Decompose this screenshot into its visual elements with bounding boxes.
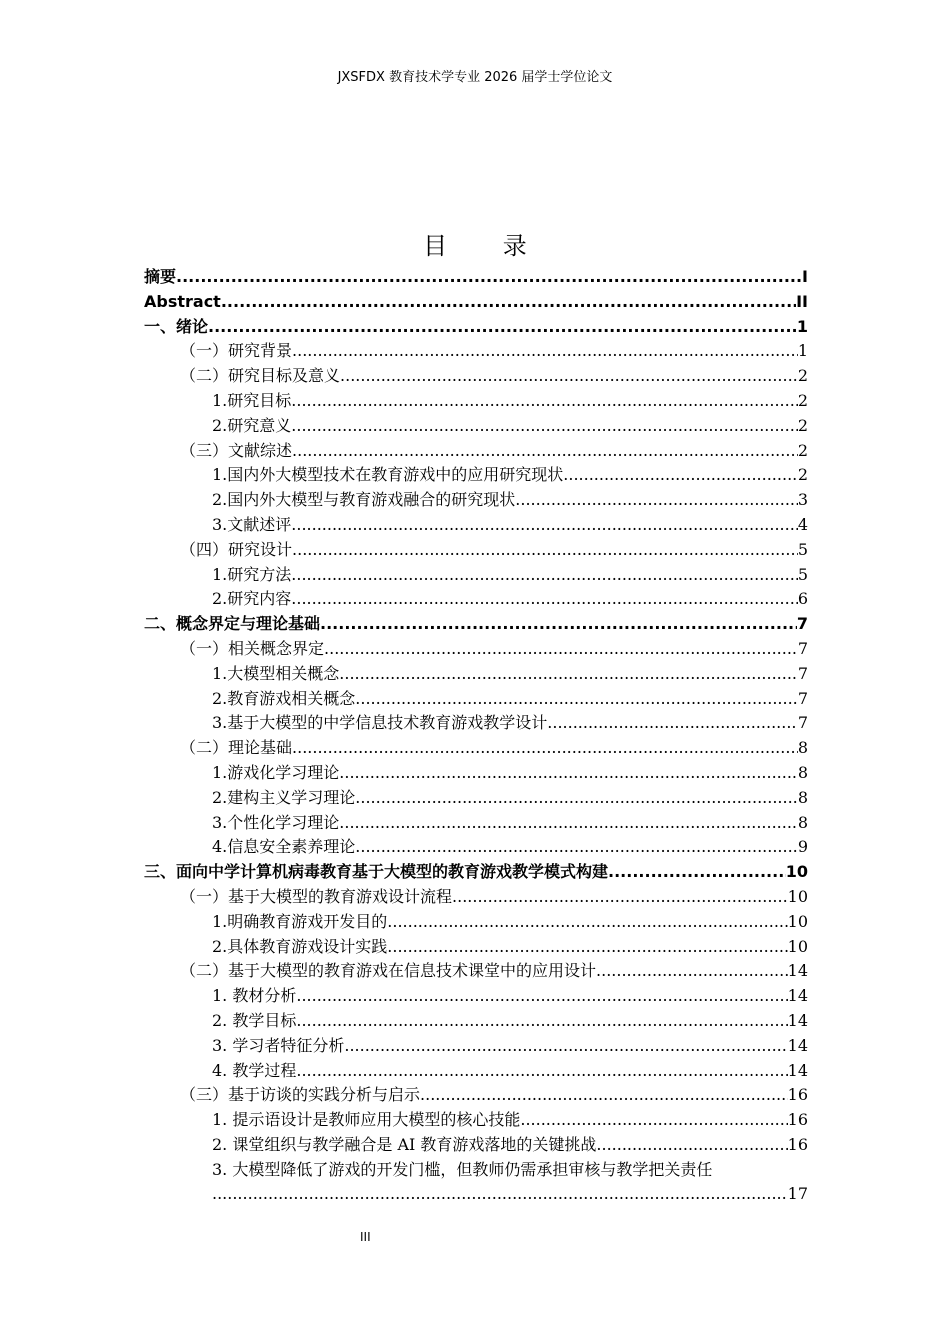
toc-entry-page: 10 bbox=[785, 862, 808, 882]
toc-leader-dots bbox=[547, 711, 798, 736]
toc-entry-title: 三、面向中学计算机病毒教育基于大模型的教育游戏教学模式构建 bbox=[144, 862, 609, 882]
toc-leader-dots bbox=[608, 860, 786, 885]
toc-entry-title: 二、概念界定与理论基础 bbox=[144, 614, 321, 634]
toc-leader-dots bbox=[596, 1133, 787, 1158]
toc-leader-dots bbox=[176, 265, 802, 290]
toc-leader-dots bbox=[208, 315, 797, 340]
toc-entry-title: 2.具体教育游戏设计实践 bbox=[212, 936, 388, 956]
toc-entry-page: 7 bbox=[797, 713, 808, 733]
toc-entry-page: 10 bbox=[787, 911, 808, 931]
toc-entry[interactable] bbox=[144, 910, 808, 935]
toc-leader-dots bbox=[291, 414, 798, 439]
toc-entry-page: 6 bbox=[797, 589, 808, 609]
toc-entry[interactable] bbox=[144, 488, 808, 513]
toc-entry-page: 14 bbox=[787, 1035, 808, 1055]
page-number: III bbox=[360, 1230, 371, 1244]
toc-leader-dots bbox=[296, 1059, 787, 1084]
toc-leader-dots bbox=[339, 662, 798, 687]
toc-entry-title: 摘要 bbox=[144, 267, 177, 286]
toc-entry-title: （二）研究目标及意义 bbox=[180, 366, 341, 386]
toc-leader-dots bbox=[355, 835, 798, 860]
toc-entry-title: 1. 教材分析 bbox=[212, 986, 297, 1006]
toc-leader-dots bbox=[291, 587, 798, 612]
toc-entry[interactable] bbox=[144, 935, 808, 960]
toc-leader-dots bbox=[355, 687, 798, 712]
toc-entry-page: 5 bbox=[797, 564, 808, 584]
toc-leader-dots bbox=[339, 761, 798, 786]
toc-entry-title: 4.信息安全素养理论 bbox=[212, 837, 356, 857]
toc-entry[interactable] bbox=[144, 761, 808, 786]
toc-leader-dots bbox=[320, 612, 797, 637]
toc-entry-title: 2.教育游戏相关概念 bbox=[212, 688, 356, 708]
toc-leader-dots bbox=[344, 1034, 787, 1059]
toc-entry[interactable] bbox=[144, 513, 808, 538]
toc-entry[interactable] bbox=[144, 538, 808, 563]
toc-leader-dots bbox=[291, 563, 798, 588]
toc-entry[interactable] bbox=[144, 1009, 808, 1034]
toc-leader-dots bbox=[292, 538, 798, 563]
toc-entry[interactable] bbox=[144, 687, 808, 712]
toc-entry[interactable] bbox=[144, 587, 808, 612]
toc-leader-dots bbox=[340, 364, 798, 389]
toc-entry[interactable] bbox=[144, 637, 808, 662]
toc-entry-title: （二）理论基础 bbox=[180, 738, 293, 758]
toc-entry[interactable] bbox=[144, 290, 808, 315]
toc-entry[interactable] bbox=[144, 364, 808, 389]
toc-entry-page: 1 bbox=[796, 316, 808, 336]
toc-entry-page: 2 bbox=[797, 440, 808, 460]
toc-entry-page: 8 bbox=[797, 812, 808, 832]
toc-entry-page: 7 bbox=[797, 638, 808, 658]
toc-entry-title: 2. 教学目标 bbox=[212, 1010, 297, 1030]
toc-entry-page: 7 bbox=[796, 614, 808, 634]
toc-entry-title: Abstract bbox=[144, 291, 221, 311]
toc-entry-title: 3. 大模型降低了游戏的开发门槛，但教师仍需承担审核与教学把关责任 bbox=[212, 1159, 713, 1179]
toc-entry-title: 1.研究方法 bbox=[212, 564, 292, 584]
toc-entry[interactable] bbox=[144, 811, 808, 836]
toc-entry-page: 14 bbox=[787, 1010, 808, 1030]
toc-entry[interactable] bbox=[144, 1059, 808, 1084]
toc-entry[interactable] bbox=[144, 1133, 808, 1158]
toc-entry[interactable] bbox=[144, 265, 808, 290]
toc-leader-dots bbox=[520, 1108, 787, 1133]
toc-entry-page: 16 bbox=[787, 1085, 808, 1105]
toc-entry-title: 3. 学习者特征分析 bbox=[212, 1035, 345, 1055]
toc-entry-title: 3.基于大模型的中学信息技术教育游戏教学设计 bbox=[212, 713, 548, 733]
toc-entry-title: （四）研究设计 bbox=[180, 539, 293, 559]
toc-entry[interactable] bbox=[144, 736, 808, 761]
toc-entry-page: 14 bbox=[787, 1060, 808, 1080]
toc-entry-title: 2.研究内容 bbox=[212, 589, 292, 609]
toc-leader-dots bbox=[387, 935, 787, 960]
toc-entry-title: 1. 提示语设计是教师应用大模型的核心技能 bbox=[212, 1110, 521, 1130]
toc-entry[interactable] bbox=[144, 563, 808, 588]
toc-entry-title: 2.国内外大模型与教育游戏融合的研究现状 bbox=[212, 490, 516, 510]
toc-entry-page: 7 bbox=[797, 663, 808, 683]
toc-entry[interactable] bbox=[144, 711, 808, 736]
toc-entry[interactable] bbox=[144, 984, 808, 1009]
toc-entry-title: （一）相关概念界定 bbox=[180, 638, 325, 658]
toc-entry-title: 1.国内外大模型技术在教育游戏中的应用研究现状 bbox=[212, 465, 564, 485]
toc-entry-page: 14 bbox=[787, 961, 808, 981]
toc-leader-dots bbox=[212, 1182, 788, 1207]
toc-entry-title: 1.明确教育游戏开发目的 bbox=[212, 911, 388, 931]
toc-leader-dots bbox=[292, 339, 798, 364]
toc-entry[interactable] bbox=[144, 662, 808, 687]
toc-entry-title: （二）基于大模型的教育游戏在信息技术课堂中的应用设计 bbox=[180, 961, 597, 981]
toc-entry-title: 4. 教学过程 bbox=[212, 1060, 297, 1080]
toc-entry-page: 4 bbox=[797, 514, 808, 534]
toc-entry-page: 2 bbox=[797, 415, 808, 435]
toc-entry-page: 9 bbox=[797, 837, 808, 857]
toc-entry-page: 8 bbox=[797, 738, 808, 758]
toc-leader-dots bbox=[420, 1083, 788, 1108]
toc-entry[interactable] bbox=[144, 414, 808, 439]
toc-entry[interactable] bbox=[144, 959, 808, 984]
toc-entry-page: 3 bbox=[797, 490, 808, 510]
toc-entry-page: 2 bbox=[797, 366, 808, 386]
toc-entry[interactable] bbox=[144, 1108, 808, 1133]
toc-entry[interactable] bbox=[144, 835, 808, 860]
toc-entry-title: （三）文献综述 bbox=[180, 440, 293, 460]
toc-entry-title: 2.研究意义 bbox=[212, 415, 292, 435]
toc-leader-dots bbox=[515, 488, 798, 513]
toc-entry[interactable] bbox=[144, 1182, 808, 1207]
page-title: 目 录 bbox=[423, 232, 551, 260]
toc-entry-page: 1 bbox=[797, 341, 808, 361]
toc-entry-page: 16 bbox=[787, 1134, 808, 1154]
toc-entry-title: 2. 课堂组织与教学融合是 AI 教育游戏落地的关键挑战 bbox=[212, 1134, 597, 1154]
toc-entry-page: 16 bbox=[787, 1110, 808, 1130]
toc-entry-title: 1.大模型相关概念 bbox=[212, 663, 340, 683]
toc-entry-page: 2 bbox=[797, 465, 808, 485]
toc-entry-page: 8 bbox=[797, 787, 808, 807]
toc-entry[interactable] bbox=[144, 1034, 808, 1059]
toc-entry-page: 10 bbox=[787, 936, 808, 956]
toc-entry-page: 14 bbox=[787, 986, 808, 1006]
toc-entry-title: 3.个性化学习理论 bbox=[212, 812, 340, 832]
table-of-contents bbox=[144, 265, 808, 1207]
toc-entry-page: 8 bbox=[797, 762, 808, 782]
toc-entry[interactable] bbox=[144, 439, 808, 464]
toc-entry-title: 一、绪论 bbox=[144, 316, 209, 336]
toc-entry[interactable] bbox=[144, 1158, 808, 1183]
toc-entry-title: 1.游戏化学习理论 bbox=[212, 762, 340, 782]
toc-entry[interactable] bbox=[144, 885, 808, 910]
toc-leader-dots bbox=[596, 959, 788, 984]
toc-entry[interactable] bbox=[144, 389, 808, 414]
toc-entry-title: （一）基于大模型的教育游戏设计流程 bbox=[180, 886, 453, 906]
toc-leader-dots bbox=[296, 1009, 787, 1034]
toc-entry-title: （三）基于访谈的实践分析与启示 bbox=[180, 1085, 421, 1105]
toc-entry-page: 10 bbox=[787, 886, 808, 906]
toc-leader-dots bbox=[452, 885, 788, 910]
toc-entry[interactable] bbox=[144, 339, 808, 364]
toc-leader-dots bbox=[563, 463, 798, 488]
toc-entry-title: 3.文献述评 bbox=[212, 514, 292, 534]
toc-entry[interactable] bbox=[144, 1083, 808, 1108]
toc-leader-dots bbox=[355, 786, 798, 811]
toc-leader-dots bbox=[292, 736, 798, 761]
toc-entry[interactable] bbox=[144, 612, 808, 637]
toc-entry[interactable] bbox=[144, 786, 808, 811]
toc-entry-page: I bbox=[802, 267, 808, 286]
toc-entry-title: 2.建构主义学习理论 bbox=[212, 787, 356, 807]
toc-entry-title: 1.研究目标 bbox=[212, 390, 292, 410]
toc-entry[interactable] bbox=[144, 315, 808, 340]
toc-entry-page: 2 bbox=[797, 390, 808, 410]
toc-leader-dots bbox=[292, 439, 798, 464]
toc-entry-page: 17 bbox=[787, 1184, 808, 1204]
toc-leader-dots bbox=[221, 290, 796, 315]
toc-entry-title: （一）研究背景 bbox=[180, 341, 293, 361]
toc-entry[interactable] bbox=[144, 463, 808, 488]
toc-entry[interactable] bbox=[144, 860, 808, 885]
toc-leader-dots bbox=[339, 811, 798, 836]
toc-leader-dots bbox=[324, 637, 798, 662]
toc-leader-dots bbox=[291, 389, 798, 414]
toc-leader-dots bbox=[296, 984, 787, 1009]
toc-entry-page: 5 bbox=[797, 539, 808, 559]
toc-entry-page: 7 bbox=[797, 688, 808, 708]
toc-leader-dots bbox=[387, 910, 787, 935]
running-header: JXSFDX 教育技术学专业 2026 届学士学位论文 bbox=[337, 70, 613, 85]
toc-entry-page: II bbox=[796, 291, 808, 311]
toc-leader-dots bbox=[291, 513, 798, 538]
